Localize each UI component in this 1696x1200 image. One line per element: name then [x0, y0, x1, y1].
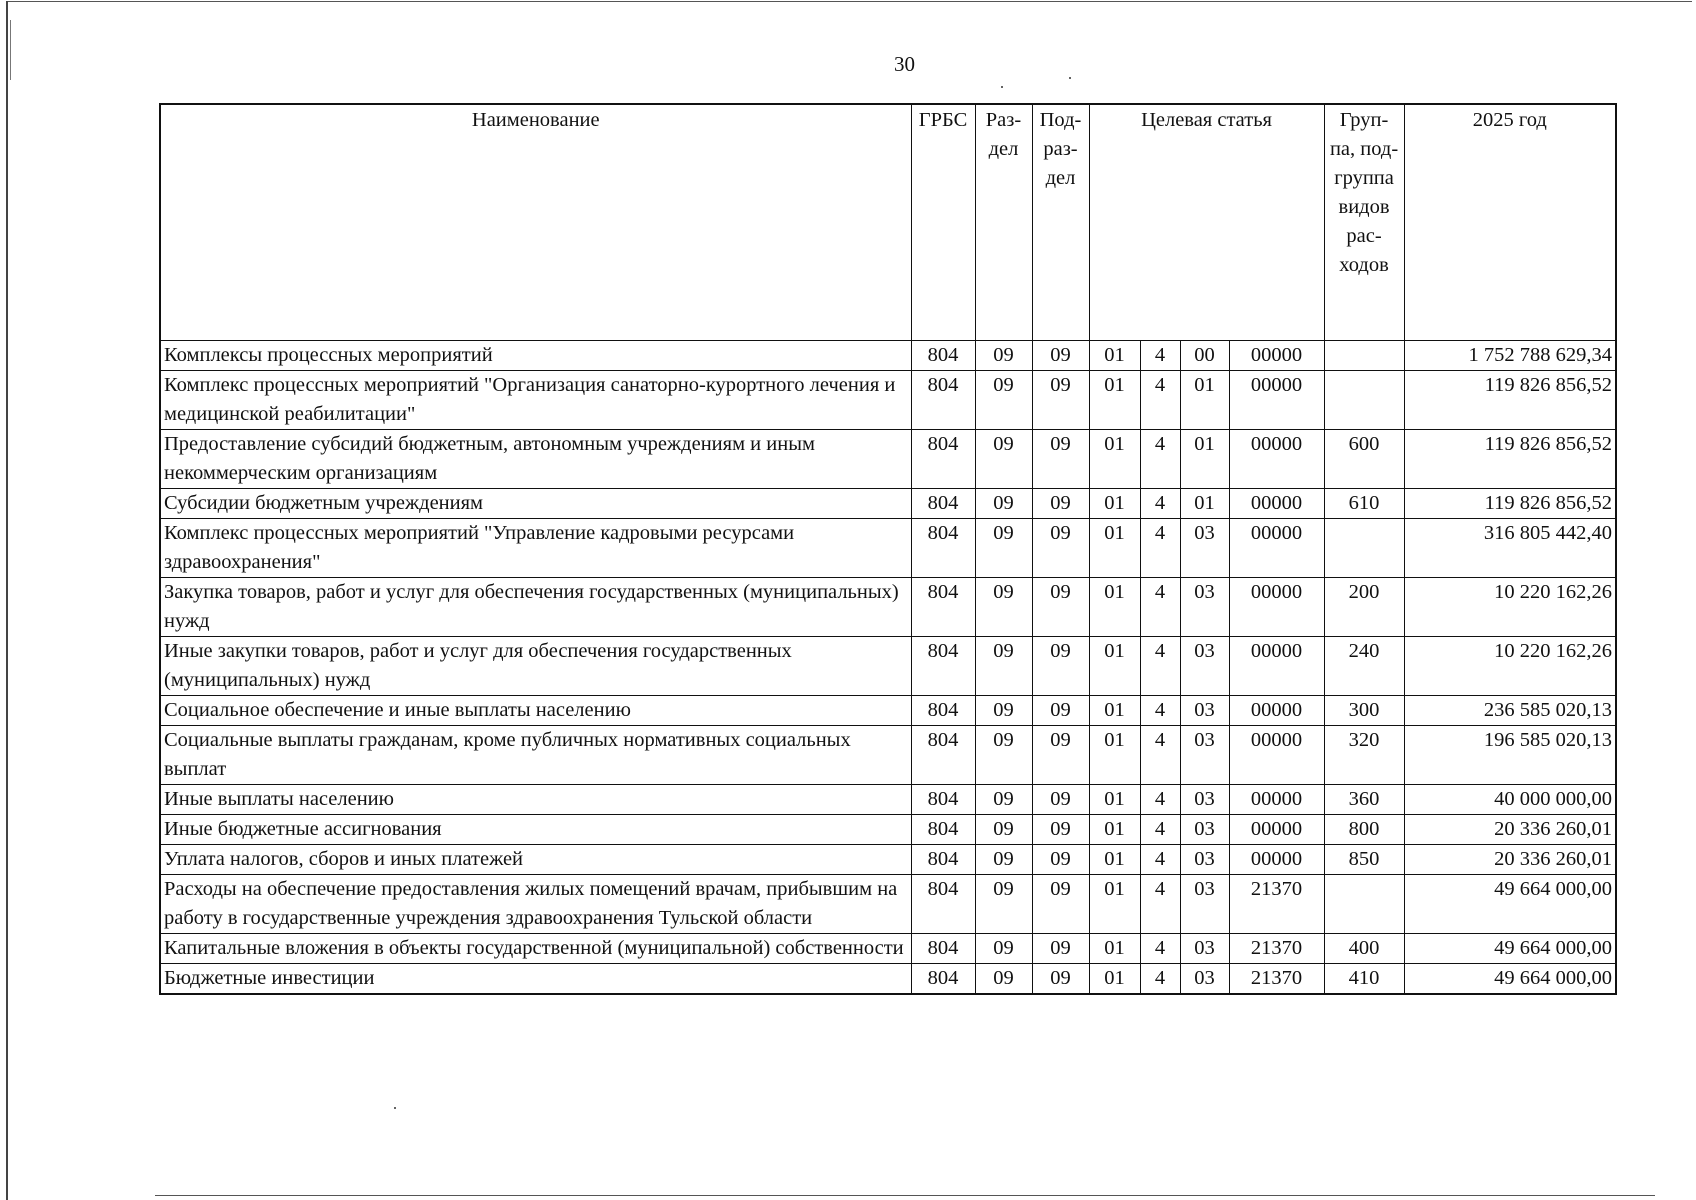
cell-target-program: 01: [1089, 577, 1140, 636]
cell-target-type: 4: [1140, 518, 1180, 577]
cell-amount: 20 336 260,01: [1404, 844, 1616, 874]
table-row: [160, 636, 1616, 695]
cell-target-type: 4: [1140, 636, 1180, 695]
cell-target-program: 01: [1089, 370, 1140, 429]
cell-expense-group: [1324, 518, 1404, 577]
cell-expense-group: 400: [1324, 933, 1404, 963]
cell-razdel: 09: [975, 844, 1032, 874]
cell-expense-group: [1324, 874, 1404, 933]
table-row: [160, 695, 1616, 725]
cell-podrazdel: 09: [1032, 488, 1089, 518]
cell-target-program: 01: [1089, 488, 1140, 518]
cell-target-type: 4: [1140, 874, 1180, 933]
header-year: 2025 год: [1404, 104, 1616, 340]
scan-speck: [1069, 77, 1071, 79]
cell-target-complex: 03: [1180, 963, 1229, 994]
cell-grbs: 804: [911, 874, 975, 933]
cell-target-direction: 00000: [1229, 340, 1324, 370]
cell-target-direction: 00000: [1229, 429, 1324, 488]
header-name: Наименование: [160, 104, 911, 340]
cell-target-type: 4: [1140, 933, 1180, 963]
table-row: [160, 370, 1616, 429]
cell-amount: 236 585 020,13: [1404, 695, 1616, 725]
cell-podrazdel: 09: [1032, 933, 1089, 963]
cell-target-program: 01: [1089, 725, 1140, 784]
cell-target-program: 01: [1089, 933, 1140, 963]
cell-razdel: 09: [975, 784, 1032, 814]
cell-target-complex: 03: [1180, 518, 1229, 577]
cell-name: Расходы на обеспечение предоставления жилых помещений врачам, прибывшим на работу в государственные учреждения здравоохранения Тульской области: [160, 874, 911, 933]
cell-target-program: 01: [1089, 636, 1140, 695]
cell-razdel: 09: [975, 429, 1032, 488]
cell-target-complex: 03: [1180, 933, 1229, 963]
cell-target-program: 01: [1089, 874, 1140, 933]
cell-razdel: 09: [975, 340, 1032, 370]
cell-expense-group: 200: [1324, 577, 1404, 636]
cell-target-type: 4: [1140, 963, 1180, 994]
cell-razdel: 09: [975, 577, 1032, 636]
cell-target-program: 01: [1089, 784, 1140, 814]
cell-amount: 119 826 856,52: [1404, 370, 1616, 429]
header-razdel: Раз- дел: [975, 104, 1032, 340]
cell-target-type: 4: [1140, 488, 1180, 518]
cell-podrazdel: 09: [1032, 784, 1089, 814]
cell-amount: 20 336 260,01: [1404, 814, 1616, 844]
cell-target-direction: 00000: [1229, 725, 1324, 784]
cell-podrazdel: 09: [1032, 814, 1089, 844]
cell-expense-group: 410: [1324, 963, 1404, 994]
header-expense-group: Груп- па, под- группа видов рас- ходов: [1324, 104, 1404, 340]
cell-name: Иные выплаты населению: [160, 784, 911, 814]
cell-podrazdel: 09: [1032, 370, 1089, 429]
table-row: [160, 518, 1616, 577]
cell-razdel: 09: [975, 933, 1032, 963]
cell-amount: 119 826 856,52: [1404, 429, 1616, 488]
cell-amount: 40 000 000,00: [1404, 784, 1616, 814]
cell-target-direction: 00000: [1229, 784, 1324, 814]
cell-expense-group: [1324, 340, 1404, 370]
cell-expense-group: 300: [1324, 695, 1404, 725]
cell-grbs: 804: [911, 488, 975, 518]
cell-podrazdel: 09: [1032, 636, 1089, 695]
table-row: [160, 784, 1616, 814]
page-number: 30: [894, 52, 915, 76]
cell-name: Социальные выплаты гражданам, кроме публичных нормативных социальных выплат: [160, 725, 911, 784]
cell-expense-group: 800: [1324, 814, 1404, 844]
cell-target-type: 4: [1140, 370, 1180, 429]
table-row: [160, 963, 1616, 994]
cell-target-type: 4: [1140, 340, 1180, 370]
header-grbs: ГРБС: [911, 104, 975, 340]
budget-table: [159, 103, 1617, 995]
cell-expense-group: 600: [1324, 429, 1404, 488]
cell-target-program: 01: [1089, 695, 1140, 725]
scan-edge-top: [6, 1, 1692, 2]
cell-grbs: 804: [911, 518, 975, 577]
cell-expense-group: 610: [1324, 488, 1404, 518]
cell-target-complex: 01: [1180, 488, 1229, 518]
cell-target-complex: 01: [1180, 429, 1229, 488]
cell-razdel: 09: [975, 636, 1032, 695]
table-header-row: [160, 104, 1616, 340]
cell-target-direction: 00000: [1229, 518, 1324, 577]
cell-target-complex: 00: [1180, 340, 1229, 370]
cell-razdel: 09: [975, 874, 1032, 933]
cell-name: Комплекс процессных мероприятий "Организация санаторно-курортного лечения и медицинской реабилитации": [160, 370, 911, 429]
cell-target-program: 01: [1089, 814, 1140, 844]
cell-name: Комплекс процессных мероприятий "Управление кадровыми ресурсами здравоохранения": [160, 518, 911, 577]
cell-target-direction: 21370: [1229, 933, 1324, 963]
cell-razdel: 09: [975, 695, 1032, 725]
cell-grbs: 804: [911, 963, 975, 994]
cell-podrazdel: 09: [1032, 963, 1089, 994]
cell-target-complex: 03: [1180, 784, 1229, 814]
cell-target-direction: 00000: [1229, 636, 1324, 695]
cell-grbs: 804: [911, 577, 975, 636]
cell-target-type: 4: [1140, 814, 1180, 844]
table-row: [160, 814, 1616, 844]
cell-target-program: 01: [1089, 844, 1140, 874]
cell-amount: 196 585 020,13: [1404, 725, 1616, 784]
cell-name: Предоставление субсидий бюджетным, автономным учреждениям и иным некоммерческим организациям: [160, 429, 911, 488]
cell-target-program: 01: [1089, 429, 1140, 488]
table-row: [160, 933, 1616, 963]
cell-name: Закупка товаров, работ и услуг для обеспечения государственных (муниципальных) нужд: [160, 577, 911, 636]
cell-grbs: 804: [911, 340, 975, 370]
cell-target-complex: 03: [1180, 695, 1229, 725]
scan-edge-left: [6, 1, 8, 1200]
cell-target-type: 4: [1140, 429, 1180, 488]
cell-podrazdel: 09: [1032, 577, 1089, 636]
cell-target-complex: 03: [1180, 577, 1229, 636]
cell-target-direction: 21370: [1229, 963, 1324, 994]
cell-target-program: 01: [1089, 340, 1140, 370]
cell-amount: 10 220 162,26: [1404, 577, 1616, 636]
cell-target-type: 4: [1140, 784, 1180, 814]
cell-target-direction: 21370: [1229, 874, 1324, 933]
cell-podrazdel: 09: [1032, 725, 1089, 784]
cell-name: Социальное обеспечение и иные выплаты населению: [160, 695, 911, 725]
cell-amount: 49 664 000,00: [1404, 963, 1616, 994]
cell-target-direction: 00000: [1229, 370, 1324, 429]
cell-target-program: 01: [1089, 963, 1140, 994]
cell-name: Капитальные вложения в объекты государственной (муниципальной) собственности: [160, 933, 911, 963]
cell-amount: 49 664 000,00: [1404, 874, 1616, 933]
table-row: [160, 340, 1616, 370]
cell-target-complex: 03: [1180, 814, 1229, 844]
cell-grbs: 804: [911, 933, 975, 963]
cell-target-direction: 00000: [1229, 695, 1324, 725]
cell-name: Уплата налогов, сборов и иных платежей: [160, 844, 911, 874]
cell-target-direction: 00000: [1229, 577, 1324, 636]
table-row: [160, 874, 1616, 933]
cell-grbs: 804: [911, 636, 975, 695]
cell-target-direction: 00000: [1229, 814, 1324, 844]
header-podrazdel: Под- раз- дел: [1032, 104, 1089, 340]
cell-target-program: 01: [1089, 518, 1140, 577]
cell-amount: 10 220 162,26: [1404, 636, 1616, 695]
cell-target-direction: 00000: [1229, 488, 1324, 518]
cell-podrazdel: 09: [1032, 695, 1089, 725]
table-row: [160, 725, 1616, 784]
cell-podrazdel: 09: [1032, 874, 1089, 933]
table-row: [160, 429, 1616, 488]
cell-name: Иные закупки товаров, работ и услуг для обеспечения государственных (муниципальных) нужд: [160, 636, 911, 695]
table-row: [160, 488, 1616, 518]
cell-target-complex: 01: [1180, 370, 1229, 429]
cell-razdel: 09: [975, 814, 1032, 844]
cell-target-type: 4: [1140, 695, 1180, 725]
cell-podrazdel: 09: [1032, 844, 1089, 874]
cell-razdel: 09: [975, 518, 1032, 577]
cell-podrazdel: 09: [1032, 340, 1089, 370]
cell-grbs: 804: [911, 784, 975, 814]
cell-expense-group: [1324, 370, 1404, 429]
cell-grbs: 804: [911, 429, 975, 488]
cell-amount: 1 752 788 629,34: [1404, 340, 1616, 370]
cell-expense-group: 320: [1324, 725, 1404, 784]
cell-target-complex: 03: [1180, 636, 1229, 695]
header-target-article: Целевая статья: [1089, 104, 1324, 340]
table-row: [160, 844, 1616, 874]
cell-amount: 49 664 000,00: [1404, 933, 1616, 963]
cell-grbs: 804: [911, 695, 975, 725]
table-row: [160, 577, 1616, 636]
cell-grbs: 804: [911, 370, 975, 429]
cell-amount: 316 805 442,40: [1404, 518, 1616, 577]
scan-edge-mark: [10, 20, 11, 80]
scan-speck: [394, 1107, 396, 1109]
cell-target-direction: 00000: [1229, 844, 1324, 874]
cell-name: Иные бюджетные ассигнования: [160, 814, 911, 844]
cell-name: Комплексы процессных мероприятий: [160, 340, 911, 370]
cell-podrazdel: 09: [1032, 429, 1089, 488]
cell-razdel: 09: [975, 370, 1032, 429]
cell-target-type: 4: [1140, 844, 1180, 874]
scan-edge-bottom: [155, 1195, 1655, 1196]
cell-target-type: 4: [1140, 577, 1180, 636]
cell-razdel: 09: [975, 725, 1032, 784]
cell-podrazdel: 09: [1032, 518, 1089, 577]
cell-expense-group: 850: [1324, 844, 1404, 874]
cell-name: Бюджетные инвестиции: [160, 963, 911, 994]
cell-grbs: 804: [911, 844, 975, 874]
cell-expense-group: 240: [1324, 636, 1404, 695]
cell-grbs: 804: [911, 725, 975, 784]
cell-grbs: 804: [911, 814, 975, 844]
scan-speck: [1001, 86, 1003, 88]
cell-expense-group: 360: [1324, 784, 1404, 814]
cell-razdel: 09: [975, 963, 1032, 994]
cell-target-type: 4: [1140, 725, 1180, 784]
cell-target-complex: 03: [1180, 844, 1229, 874]
cell-target-complex: 03: [1180, 725, 1229, 784]
cell-amount: 119 826 856,52: [1404, 488, 1616, 518]
cell-target-complex: 03: [1180, 874, 1229, 933]
cell-razdel: 09: [975, 488, 1032, 518]
cell-name: Субсидии бюджетным учреждениям: [160, 488, 911, 518]
